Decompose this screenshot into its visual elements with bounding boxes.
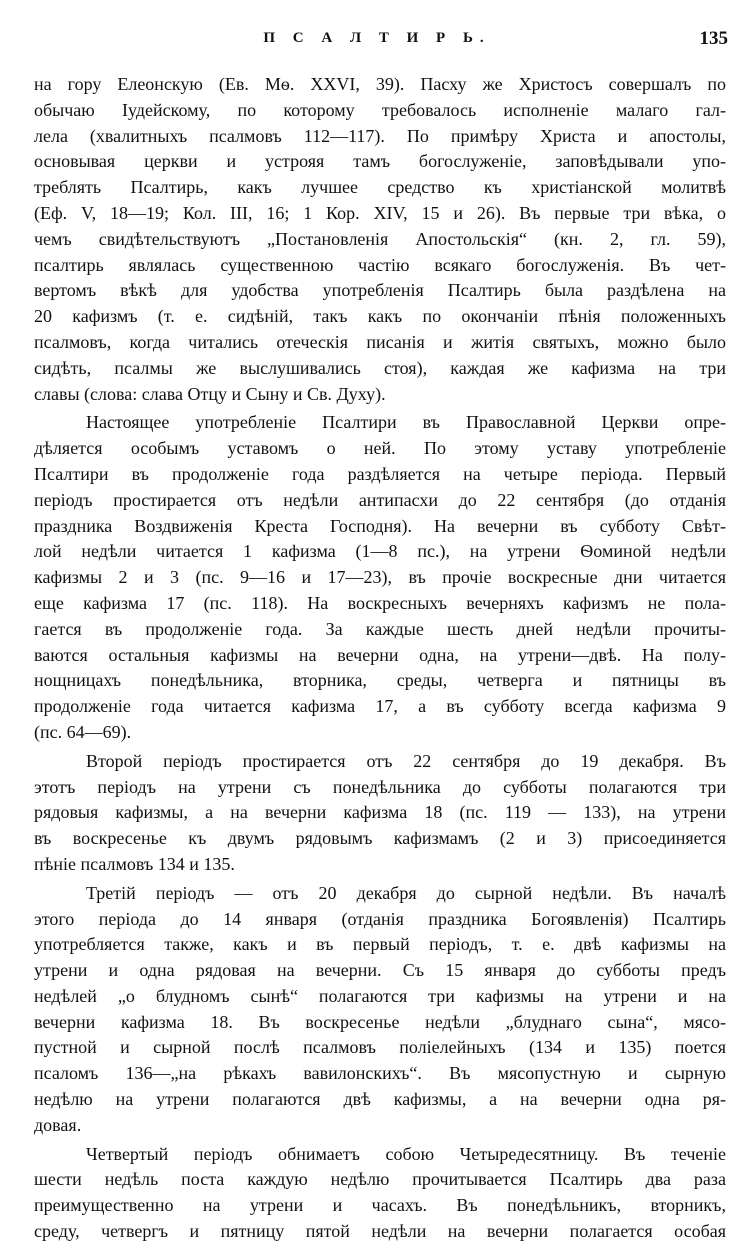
text-line: лой недѣли читается 1 кафизма (1—8 пс.), на утрени Ѳоминой недѣли — [34, 541, 726, 562]
text-line: сидѣть, псалмы же выслушивались стоя), каждая же кафизма на три — [34, 357, 726, 378]
text-line: вертомъ вѣкѣ для удобства употребленія Псалтирь была раздѣлена на — [34, 280, 726, 301]
text-line: утрени и одна рядовая на вечерни. Съ 15 января до субботы предъ — [34, 960, 726, 981]
text-line: 20 кафизмъ (т. е. сидѣній, такъ какъ по окончаніи пѣнія положенныхъ — [34, 306, 726, 327]
text-line: этого періода до 14 января (отданія праздника Богоявленія) Псалтирь — [34, 908, 726, 929]
text-line: нощницахъ понедѣльника, вторника, среды, четверга и пятницы въ — [34, 670, 726, 691]
text-line: въ воскресенье къ двумъ рядовымъ кафизмамъ (2 и 3) присоединяется — [34, 828, 726, 849]
text-line: обычаю Іудейскому, по которому требовалось исполненіе малаго гал- — [34, 99, 726, 120]
text-line: основывая церкви и устрояя тамъ богослуженіе, заповѣдывали упо- — [34, 151, 726, 172]
text-line: довая. — [34, 1114, 82, 1135]
text-line: еще кафизма 17 (пс. 118). На воскресныхъ вечерняхъ кафизмъ не пола- — [34, 592, 726, 613]
paragraph — [34, 1142, 726, 1245]
text-line: (Еф. V, 18—19; Кол. III, 16; 1 Кор. XIV, 15 и 26). Въ первые три вѣка, о — [34, 202, 726, 223]
text-line: псалтирь являлась существенною частію всякаго богослуженія. Въ чет- — [34, 254, 726, 275]
text-line: лела (хвалитныхъ псалмовъ 112—117). По примѣру Христа и апостолы, — [34, 125, 726, 146]
text-line: чемъ свидѣтельствуютъ „Постановленія Апостольскія“ (кн. 2, гл. 59), — [34, 228, 726, 249]
body-text — [34, 72, 726, 1248]
text-line: среду, четвергъ и пятницу пятой недѣли на вечерни полагается особая — [34, 1221, 726, 1242]
running-title: П С А Л Т И Р Ь. — [263, 30, 491, 46]
text-line: преимущественно на утрени и часахъ. Въ понедѣльникъ, вторникъ, — [34, 1195, 726, 1216]
text-line: (пс. 64—69). — [34, 721, 132, 742]
text-line: Четвертый періодъ обнимаетъ собою Четыредесятницу. Въ теченіе — [86, 1143, 726, 1164]
running-head — [0, 30, 754, 54]
paragraph — [34, 410, 726, 745]
text-line: Третій періодъ — отъ 20 декабря до сырной недѣли. Въ началѣ — [86, 882, 726, 903]
text-line: праздника Воздвиженія Креста Господня). На вечерни въ субботу Свѣт- — [34, 515, 726, 536]
text-line: Второй періодъ простирается отъ 22 сентября до 19 декабря. Въ — [86, 750, 726, 771]
text-line: продолженіе года читается кафизма 17, а въ субботу всегда кафизма 9 — [34, 696, 726, 717]
text-line: псалмовъ, когда читались отеческія писанія и житія святыхъ, можно было — [34, 331, 726, 352]
text-line: гается въ продолженіе года. За каждые шесть дней недѣли прочиты- — [34, 618, 726, 639]
paragraph — [34, 881, 726, 1139]
text-line: на гору Елеонскую (Ев. Мѳ. XXVI, 39). Пасху же Христосъ совершалъ по — [34, 74, 726, 94]
text-line: періодъ простирается отъ недѣли антипасхи до 22 сентября (до отданія — [34, 489, 726, 510]
text-line: ваются остальныя кафизмы на вечерни одна, на утрени—двѣ. На полу- — [34, 644, 726, 665]
text-line: вечерни кафизма 18. Въ воскресенье недѣли „блуднаго сына“, мясо- — [34, 1011, 726, 1032]
text-line: псаломъ 136—„на рѣкахъ вавилонскихъ“. Въ мясопустную и сырную — [34, 1063, 726, 1084]
text-line: недѣлю на утрени полагаются двѣ кафизмы, а на вечерни одна ря- — [34, 1089, 726, 1110]
text-line: пѣніе псалмовъ 134 и 135. — [34, 853, 235, 874]
paragraph — [34, 72, 726, 407]
text-line: употребляется также, какъ и въ первый періодъ, т. е. двѣ кафизмы на — [34, 934, 726, 955]
text-line: кафизмы 2 и 3 (пс. 9—16 и 17—23), въ прочіе воскресные дни читается — [34, 567, 726, 588]
text-line: этотъ періодъ на утрени съ понедѣльника до субботы полагаются три — [34, 776, 726, 797]
text-line: шести недѣль поста каждую недѣлю прочитывается Псалтирь два раза — [34, 1169, 726, 1190]
text-line: дѣляется особымъ уставомъ о ней. По этому уставу употребленіе — [34, 438, 726, 459]
text-line: рядовыя кафизмы, а на вечерни кафизма 18 (пс. 119 — 133), на утрени — [34, 802, 726, 823]
text-line: треблять Псалтирь, какъ лучшее средство къ христіанской молитвѣ — [34, 177, 726, 198]
text-line: Настоящее употребленіе Псалтири въ Православной Церкви опре- — [86, 412, 726, 433]
text-line: Псалтири въ продолженіе года раздѣляется на четыре періода. Первый — [34, 463, 726, 484]
text-line: славы (слова: слава Отцу и Сыну и Св. Духу). — [34, 383, 386, 404]
paragraph — [34, 749, 726, 878]
text-line: пустной и сырной послѣ псалмовъ поліелейныхъ (134 и 135) поется — [34, 1037, 726, 1058]
text-line: недѣлей „о блудномъ сынѣ“ полагаются три кафизмы на утрени и на — [34, 985, 726, 1006]
page-number: 135 — [699, 28, 728, 49]
